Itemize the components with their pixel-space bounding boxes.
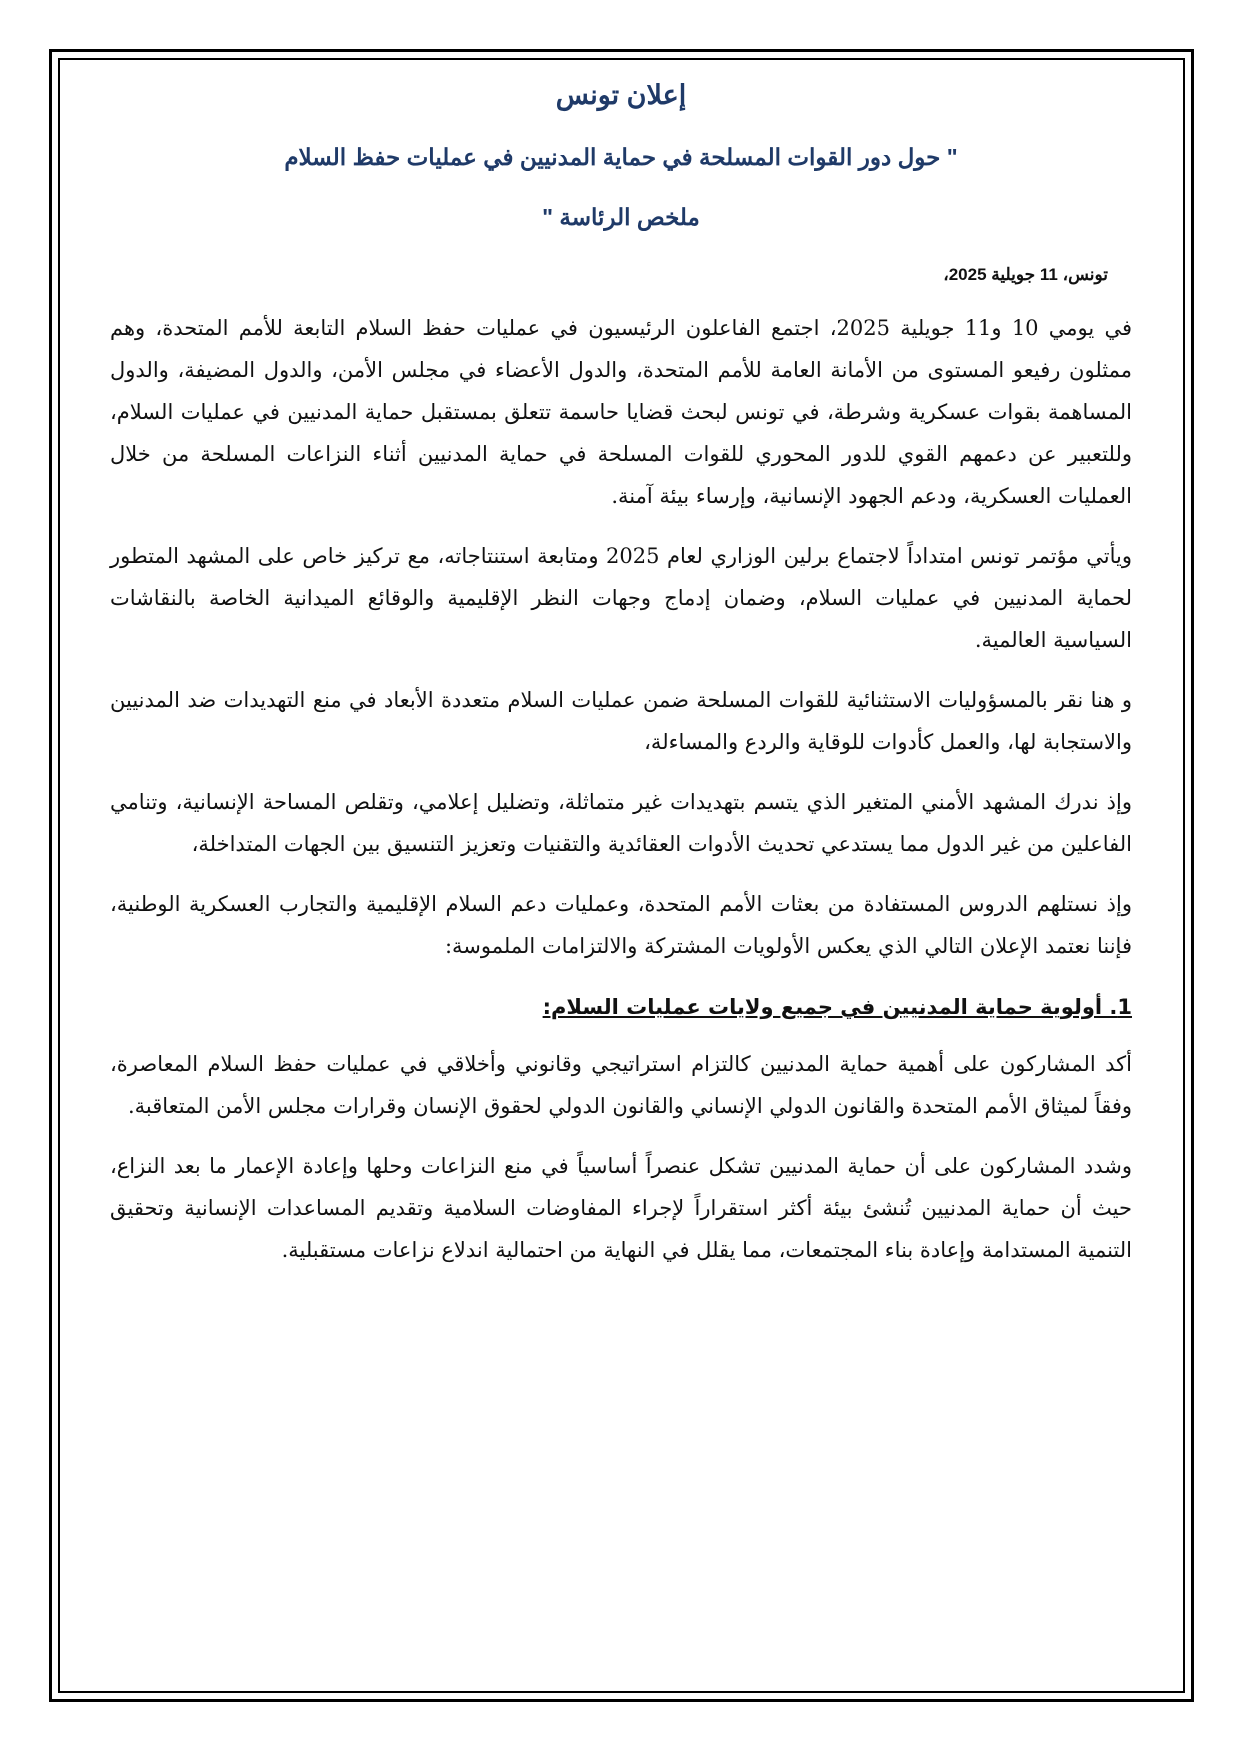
document-title: إعلان تونس [555,80,687,110]
section-1-paragraph-2: وشدد المشاركون على أن حماية المدنيين تشكل عنصراً أساسياً في منع النزاعات وحلها وإعادة الإعمار ما بعد النزاع، حيث أن حماية المدنيين تُنشئ بيئة أكثر استقراراً لإجراء المفاوضات السلامية وتقديم المساعدات الإنسانية وتحقيق التنمية المستدامة وإعادة بناء المجتمعات، مما يقلل في النهاية من احتمالية اندلاع نزاعات مستقبلية. [110,1153,1132,1262]
paragraph-intro: في يومي 10 و11 جويلية 2025، اجتمع الفاعلون الرئيسيون في عمليات حفظ السلام التابعة للأمم المتحدة، وهم ممثلون رفيعو المستوى من الأمانة العامة للأمم المتحدة، والدول الأعضاء في مجلس الأمن، والدول المضيفة، والدول المساهمة بقوات عسكرية وشرطة، في تونس لبحث قضايا حاسمة تتعلق بمستقبل حماية المدنيين في عمليات السلام، وللتعبير عن دعمهم القوي للدور المحوري للقوات المسلحة في حماية المدنيين أثناء النزاعات المسلحة من خلال العمليات العسكرية، ودعم الجهود الإنسانية، وإرساء بيئة آمنة. [110,315,1133,508]
dateline: تونس، 11 جويلية 2025، [943,264,1108,284]
document-body [110,70,1132,1271]
section-1-paragraph-1: أكد المشاركون على أهمية حماية المدنيين كالتزام استراتيجي وقانوني وأخلاقي في عمليات حفظ السلام المعاصرة، وفقاً لميثاق الأمم المتحدة والقانون الدولي الإنساني والقانون الدولي لحقوق الإنسان وقرارات مجلس الأمن المتعاقبة. [110,1051,1132,1118]
paragraph-responsibilities: و هنا نقر بالمسؤوليات الاستثنائية للقوات المسلحة ضمن عمليات السلام متعددة الأبعاد في منع التهديدات ضد المدنيين والاستجابة لها، والعمل كأدوات للوقاية والردع والمساءلة، [110,687,1132,754]
document-subtitle-line1: " حول دور القوات المسلحة في حماية المدنيين في عمليات حفظ السلام [284,144,958,171]
paragraph-security-landscape: وإذ ندرك المشهد الأمني المتغير الذي يتسم بتهديدات غير متماثلة، وتضليل إعلامي، وتقلص المساحة الإنسانية، وتنامي الفاعلين من غير الدول مما يستدعي تحديث الأدوات العقائدية والتقنيات وتعزيز التنسيق بين الجهات المتداخلة، [110,789,1132,856]
document-subtitle-line2: ملخص الرئاسة " [542,203,700,230]
section-heading-1: 1. أولوية حماية المدنيين في جميع ولايات عمليات السلام: [542,994,1132,1019]
paragraph-berlin-followup: ويأتي مؤتمر تونس امتداداً لاجتماع برلين الوزاري لعام 2025 ومتابعة استنتاجاته، مع تركيز خاص على المشهد المتطور لحماية المدنيين في عمليات السلام، وضمان إدماج وجهات النظر الإقليمية والوقائع الميدانية الخاصة بالنقاشات السياسية العالمية. [110,543,1132,652]
paragraph-lessons-learned: وإذ نستلهم الدروس المستفادة من بعثات الأمم المتحدة، وعمليات دعم السلام الإقليمية والتجارب العسكرية الوطنية، فإننا نعتمد الإعلان التالي الذي يعكس الأولويات المشتركة والالتزامات الملموسة: [110,891,1132,958]
